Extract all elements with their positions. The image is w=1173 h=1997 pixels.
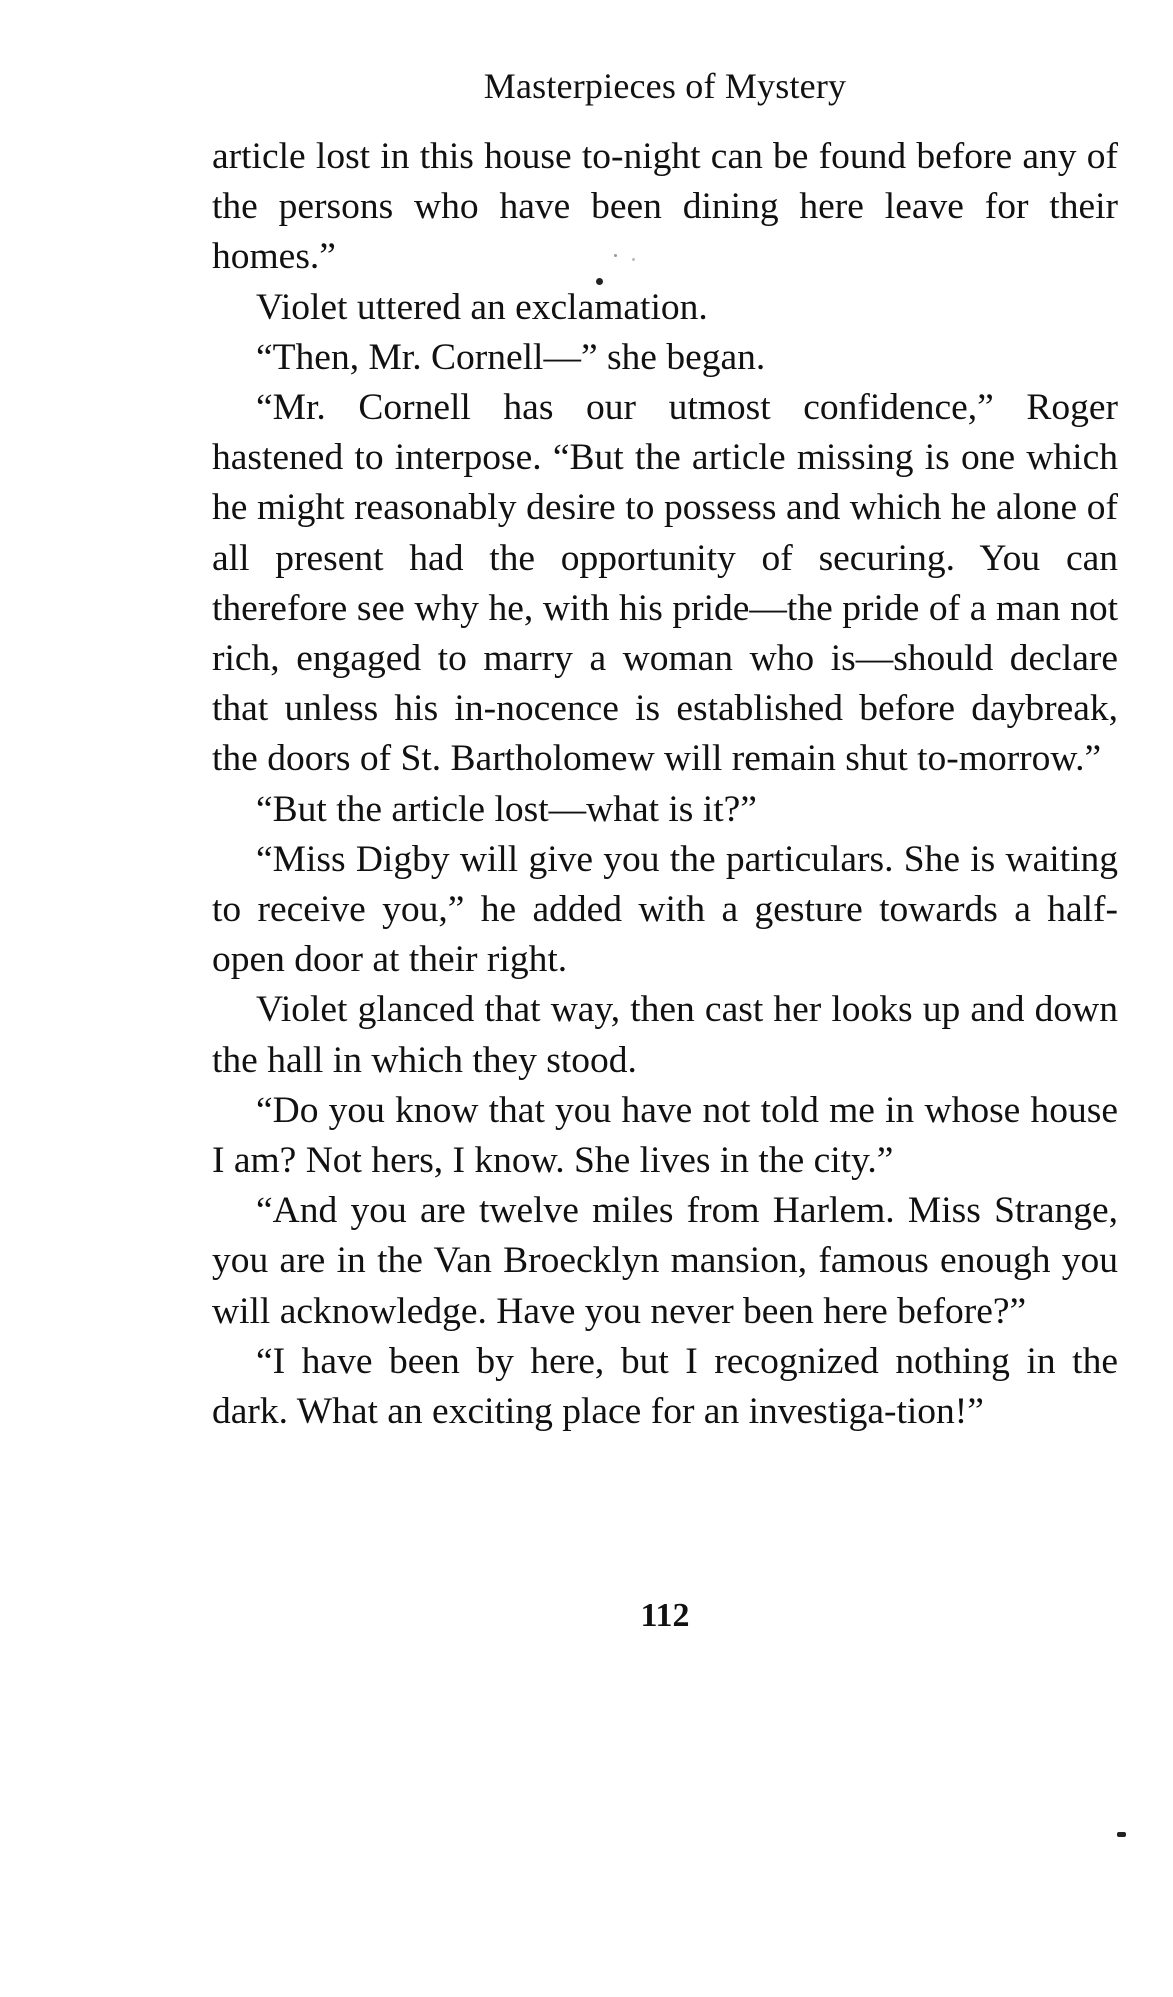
running-header-title: Masterpieces of Mystery	[483, 66, 847, 106]
ink-speck	[596, 278, 603, 285]
paragraph: “I have been by here, but I recognized nothing in the dark. What an exciting place for an investiga-tion!”	[212, 1340, 1118, 1433]
ink-speck	[1117, 1832, 1126, 1837]
paragraph: “But the article lost—what is it?”	[256, 788, 757, 830]
paragraph: “Miss Digby will give you the particulars. She is waiting to receive you,” he added with a gesture towards a half-open door at their right.	[212, 838, 1118, 981]
paragraph: Violet uttered an exclamation.	[256, 286, 708, 328]
ink-speck	[614, 254, 617, 257]
ink-speck	[632, 258, 635, 261]
paragraph: “Do you know that you have not told me in whose house I am? Not hers, I know. She lives in the city.”	[212, 1089, 1118, 1182]
page-number: 112	[640, 1597, 690, 1634]
paragraph: “And you are twelve miles from Harlem. Miss Strange, you are in the Van Broecklyn mansion, famous enough you will acknowledge. Have you never been here before?”	[212, 1190, 1118, 1332]
paragraph: article lost in this house to-night can be found before any of the persons who have been dining here leave for their homes.”	[212, 136, 1118, 278]
paragraph: “Mr. Cornell has our utmost confidence,” Roger hastened to interpose. “But the article missing is one which he might reasonably desire to possess and which he alone of all present had the opportunity of securing. You can therefore see why he, with his pride—the pride of a man not rich, engaged to marry a woman who is—should declare that unless his in-nocence is established before daybreak, the doors of St. Bartholomew will remain shut to-morrow.”	[212, 387, 1118, 780]
paragraph: “Then, Mr. Cornell—” she began.	[256, 336, 766, 378]
body-text	[212, 132, 1118, 1437]
paragraph: Violet glanced that way, then cast her looks up and down the hall in which they stood.	[212, 989, 1118, 1081]
